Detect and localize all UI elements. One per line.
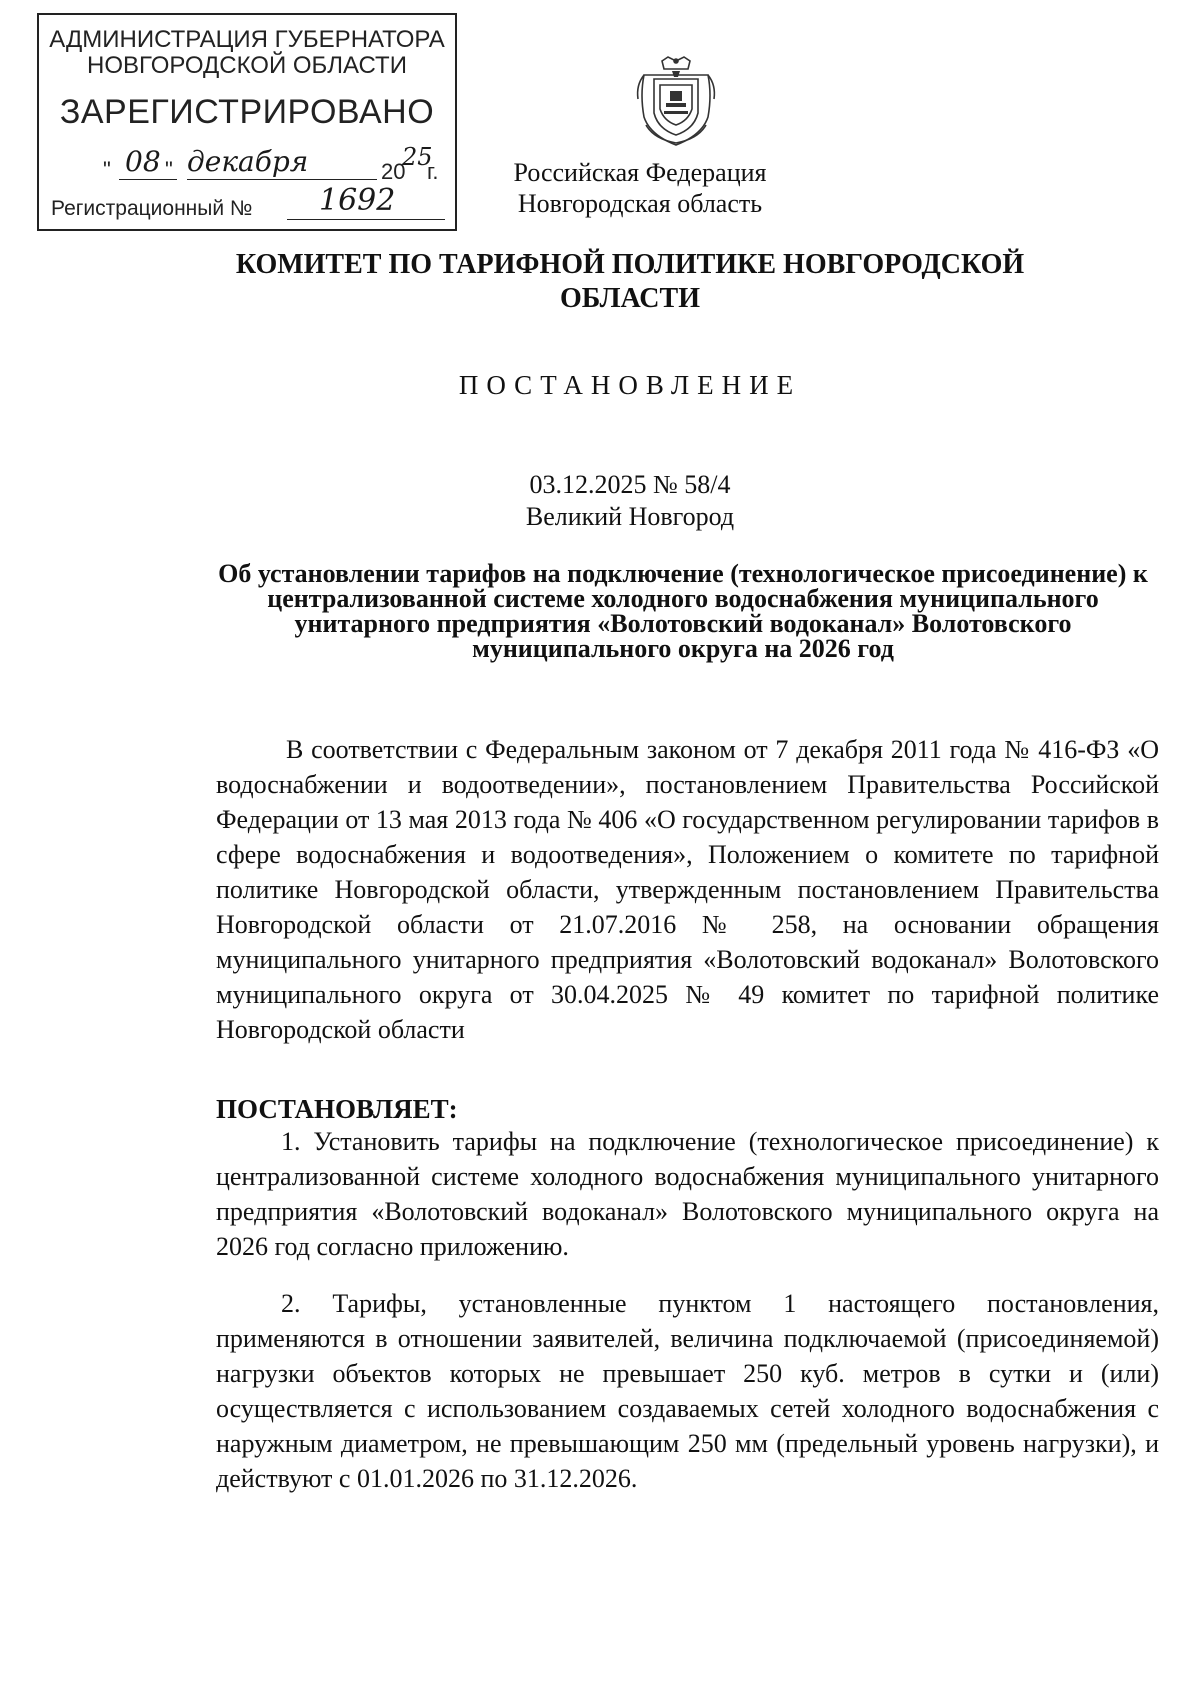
stamp-year-prefix: 20 — [381, 159, 406, 184]
item-1-paragraph: 1. Установить тарифы на подключение (технологическое присоединение) к централизованной системе холодного водоснабжения муниципального унитарного предприятия «Волотовский водоканал» Волотовского муниципального округа на 2026 год согласно приложению. — [216, 1127, 1159, 1261]
document-subject: Об установлении тарифов на подключение (технологическое присоединение) к централизованной системе холодного водоснабжения муниципального унитарного предприятия «Волотовский водоканал» Волотовского муниципального округа на 2026 год — [218, 559, 1148, 663]
stamp-day: 08 — [125, 145, 161, 178]
decree-word: ПОСТАНОВЛЯЕТ: — [216, 1094, 458, 1124]
stamp-reg-number: 1692 — [319, 183, 396, 218]
day-underline — [119, 179, 177, 180]
quote-open-day: " — [103, 157, 111, 182]
coat-of-arms-icon — [634, 55, 718, 149]
stamp-registered-label: ЗАРЕГИСТРИРОВАНО — [59, 93, 435, 131]
item-2-paragraph: 2. Тарифы, установленные пунктом 1 настоящего постановления, применяются в отношении заявителей, величина подключаемой (присоединяемой) нагрузки объектов которых не превышает 250 куб. метров в сутки и (или) осуществляется с использованием создаваемых сетей холодного водоснабжения с наружным диаметром, не превышающим 250 мм (предельный уровень нагрузки), и действуют с 01.01.2026 по 31.12.2026. — [216, 1289, 1159, 1493]
stamp-authority-line2: НОВГОРОДСКОЙ ОБЛАСТИ — [87, 52, 407, 79]
reg-number-underline — [287, 219, 445, 220]
stamp-year-g: г. — [427, 159, 439, 184]
document-city: Великий Новгород — [525, 502, 735, 531]
document-type: ПОСТАНОВЛЕНИЕ — [458, 370, 802, 400]
document-date-number: 03.12.2025 № 58/4 — [529, 470, 731, 499]
stamp-year-suffix: 25 — [402, 143, 433, 171]
quote-close-day: " — [165, 157, 173, 182]
country-name: Российская Федерация — [513, 158, 767, 187]
stamp-month: декабря — [187, 145, 309, 178]
region-name: Новгородская область — [517, 189, 763, 218]
stamp-date — [69, 143, 449, 183]
registration-stamp — [37, 13, 457, 231]
preamble-paragraph: В соответствии с Федеральным законом от 7 декабря 2011 года № 416-ФЗ «О водоснабжении и водоотведении», постановлением Правительства Российской Федерации от 13 мая 2013 года № 406 «О государственном регулировании тарифов в сфере водоснабжения и водоотведения», Положением о комитете по тарифной политике Новгородской области, утвержденным постановлением Правительства Новгородской области от 21.07.2016 № 258, на основании обращения муниципального унитарного предприятия «Волотовский водоканал» Волотовского муниципального округа от 30.04.2025 № 49 комитет по тарифной политике Новгородской области — [216, 735, 1159, 1044]
stamp-reg-label: Регистрационный № — [51, 197, 253, 220]
committee-title: КОМИТЕТ ПО ТАРИФНОЙ ПОЛИТИКЕ НОВГОРОДСКОЙ ОБЛАСТИ — [235, 249, 1025, 314]
stamp-authority-line1: АДМИНИСТРАЦИЯ ГУБЕРНАТОРА — [49, 26, 445, 53]
month-underline — [187, 179, 377, 180]
